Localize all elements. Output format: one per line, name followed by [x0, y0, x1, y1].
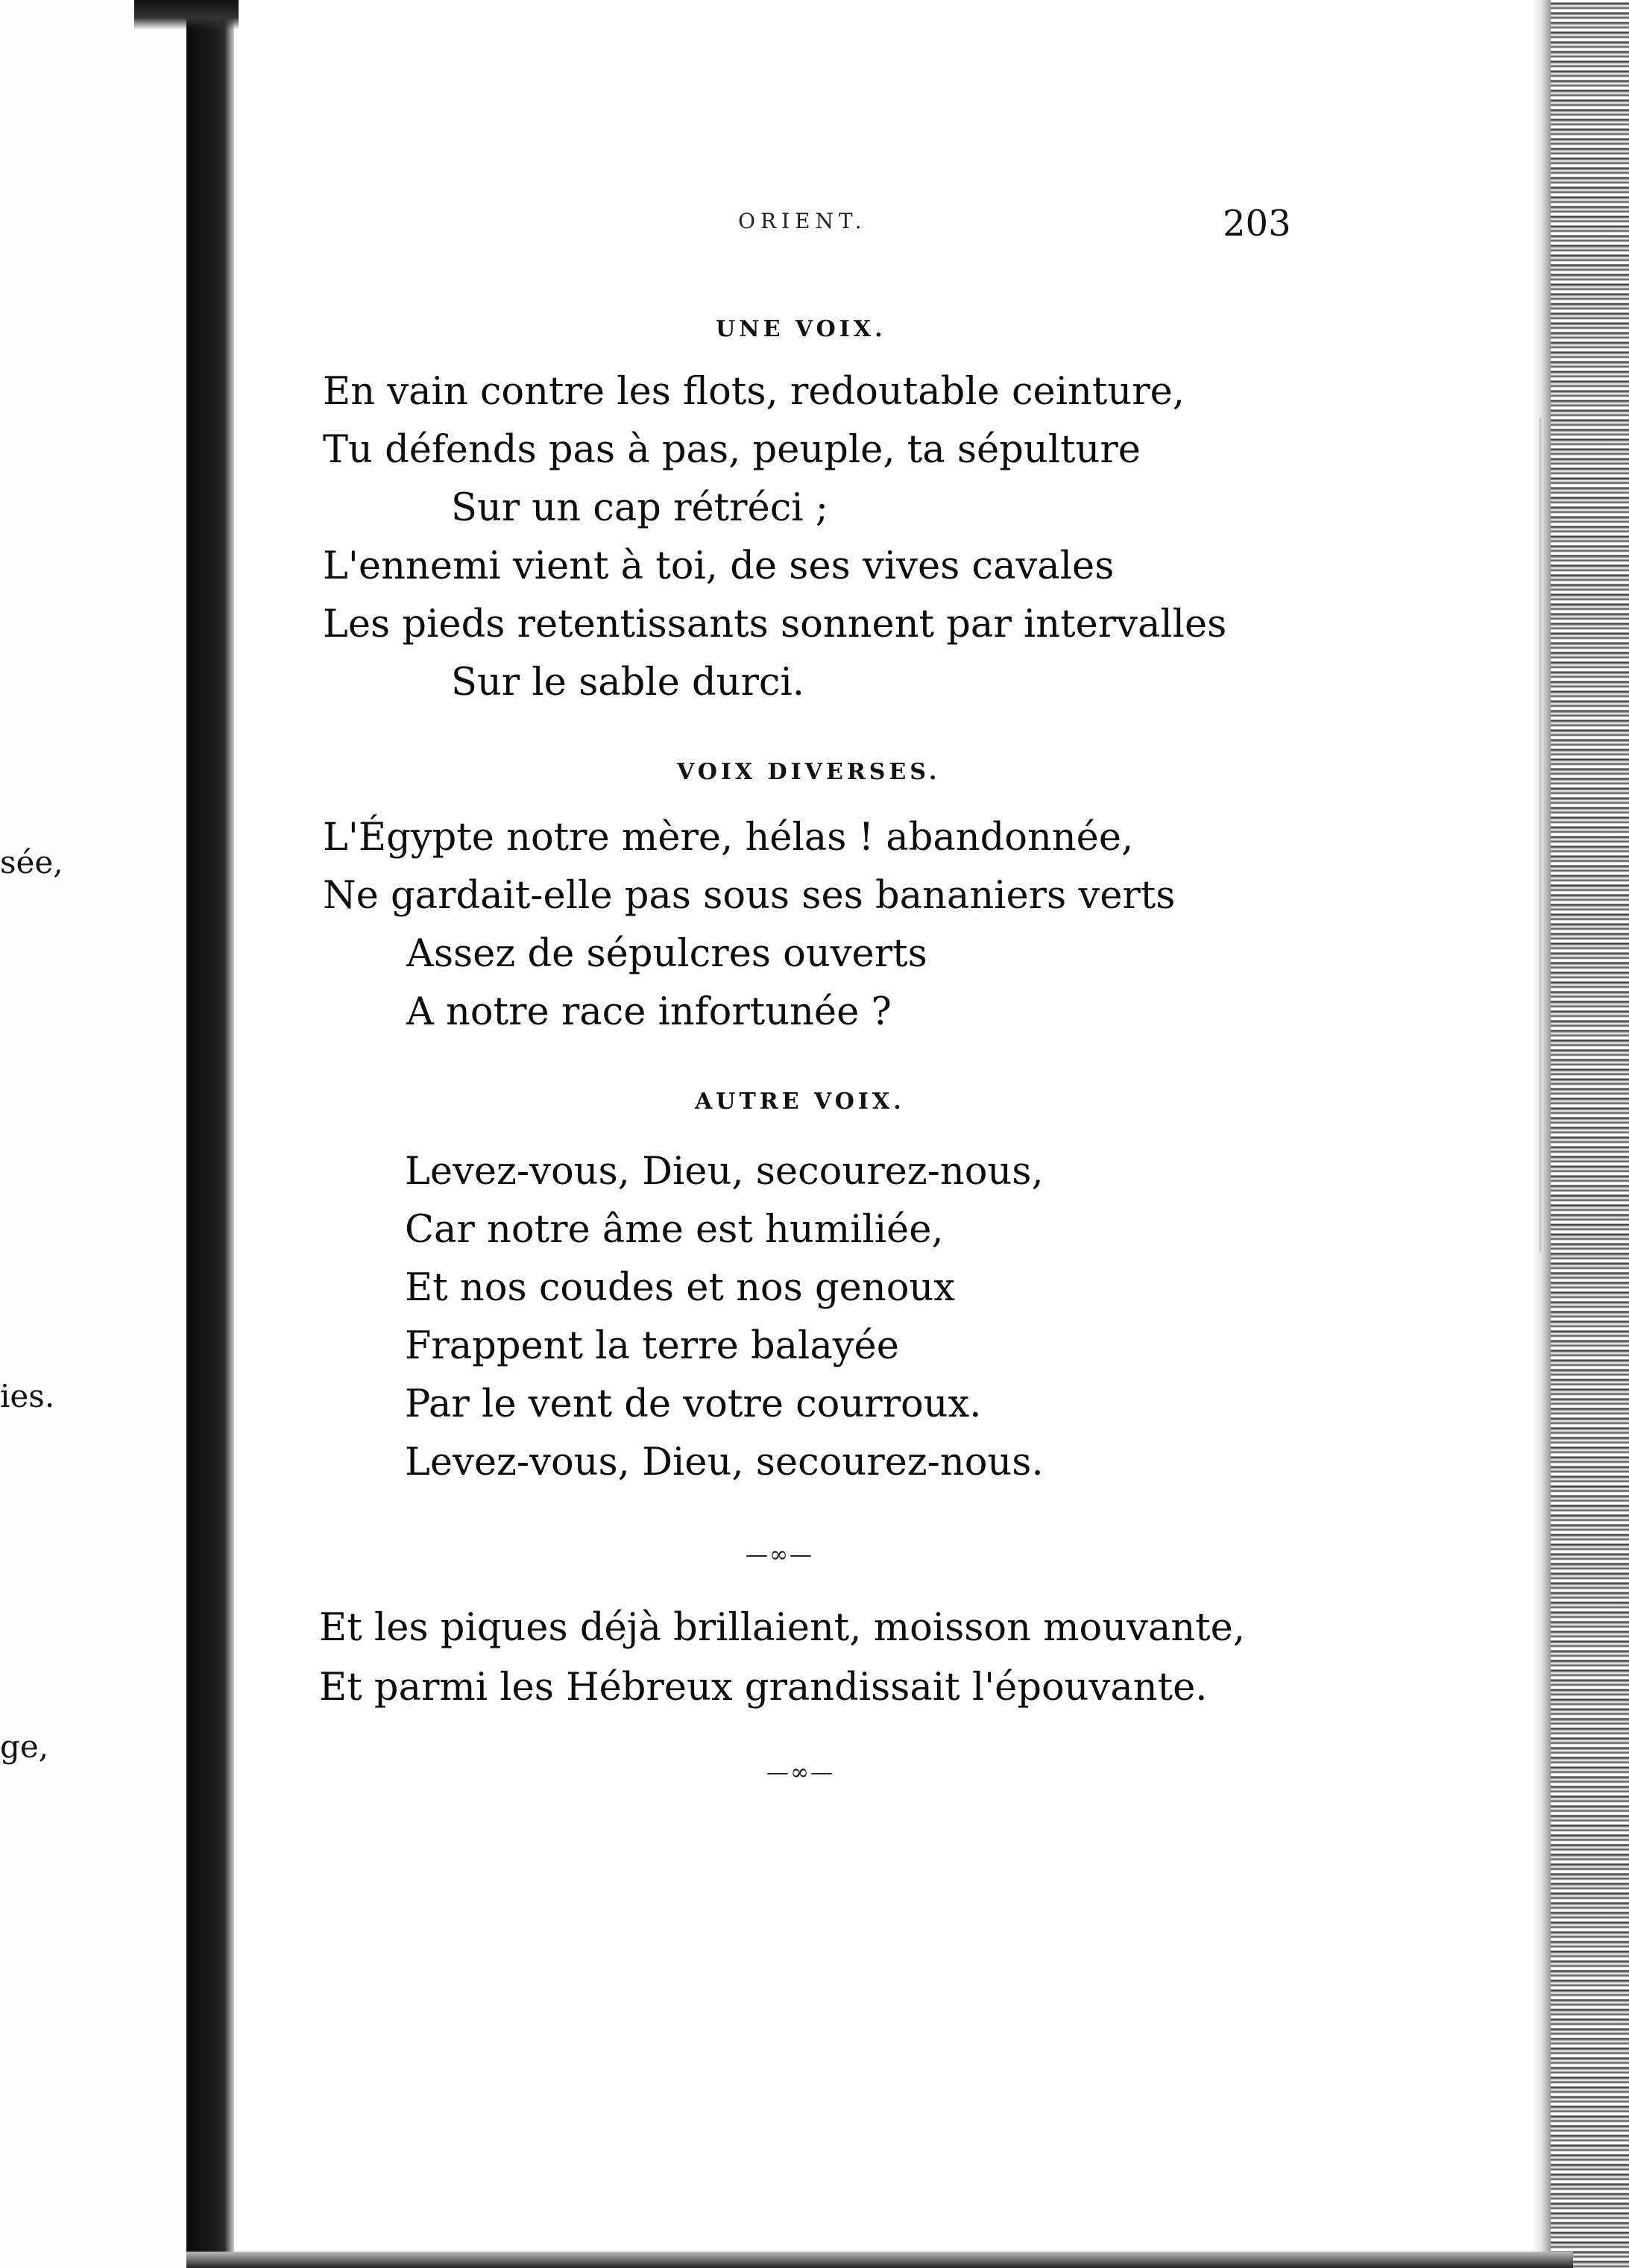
verse-line: Et nos coudes et nos genoux	[405, 1266, 956, 1310]
page-edge-shade	[1531, 0, 1551, 2268]
verse-line: Sur le sable durci.	[451, 661, 804, 705]
verse-line: Ne gardait-elle pas sous ses bananiers verts	[323, 874, 1176, 918]
speaker-heading: AUTRE VOIX.	[695, 1089, 905, 1115]
verse-line: A notre race infortunée ?	[406, 990, 892, 1034]
gutter-shadow	[134, 0, 239, 30]
page-edge-line	[1540, 418, 1541, 1253]
book-gutter	[186, 0, 234, 2268]
verse-line: Et les piques déjà brillaient, moisson mouvante,	[319, 1606, 1246, 1650]
verse-line: Tu défends pas à pas, peuple, ta sépulture	[323, 428, 1141, 472]
verse-line: Et parmi les Hébreux grandissait l'épouvante.	[319, 1666, 1208, 1710]
running-head: ORIENT.	[738, 209, 867, 233]
speaker-heading: VOIX DIVERSES.	[677, 759, 941, 785]
verse-line: En vain contre les flots, redoutable ceinture,	[323, 370, 1185, 414]
bottom-page-edge	[186, 2252, 1573, 2268]
verse-line: Levez-vous, Dieu, secourez-nous,	[405, 1150, 1044, 1194]
verse-line: Frappent la terre balayée	[405, 1324, 899, 1368]
margin-fragment: sée,	[0, 844, 63, 881]
verse-line: L'ennemi vient à toi, de ses vives cavales	[323, 544, 1115, 588]
page-edge-stack	[1551, 0, 1629, 2268]
page-number: 203	[1223, 203, 1291, 245]
end-ornament: —∞—	[766, 1760, 834, 1786]
margin-fragment: ies.	[0, 1378, 55, 1414]
facing-page	[0, 0, 186, 2268]
verse-line: Par le vent de votre courroux.	[405, 1382, 982, 1426]
verse-line: Levez-vous, Dieu, secourez-nous.	[405, 1440, 1044, 1484]
verse-line: Sur un cap rétréci ;	[451, 486, 828, 530]
margin-fragment: ge,	[0, 1728, 49, 1765]
verse-line: Car notre âme est humiliée,	[405, 1208, 944, 1252]
speaker-heading: UNE VOIX.	[716, 316, 886, 342]
verse-line: Assez de sépulcres ouverts	[406, 932, 927, 976]
verse-line: Les pieds retentissants sonnent par intervalles	[323, 602, 1227, 646]
verse-line: L'Égypte notre mère, hélas ! abandonnée,	[323, 816, 1134, 860]
section-ornament: —∞—	[746, 1542, 813, 1568]
